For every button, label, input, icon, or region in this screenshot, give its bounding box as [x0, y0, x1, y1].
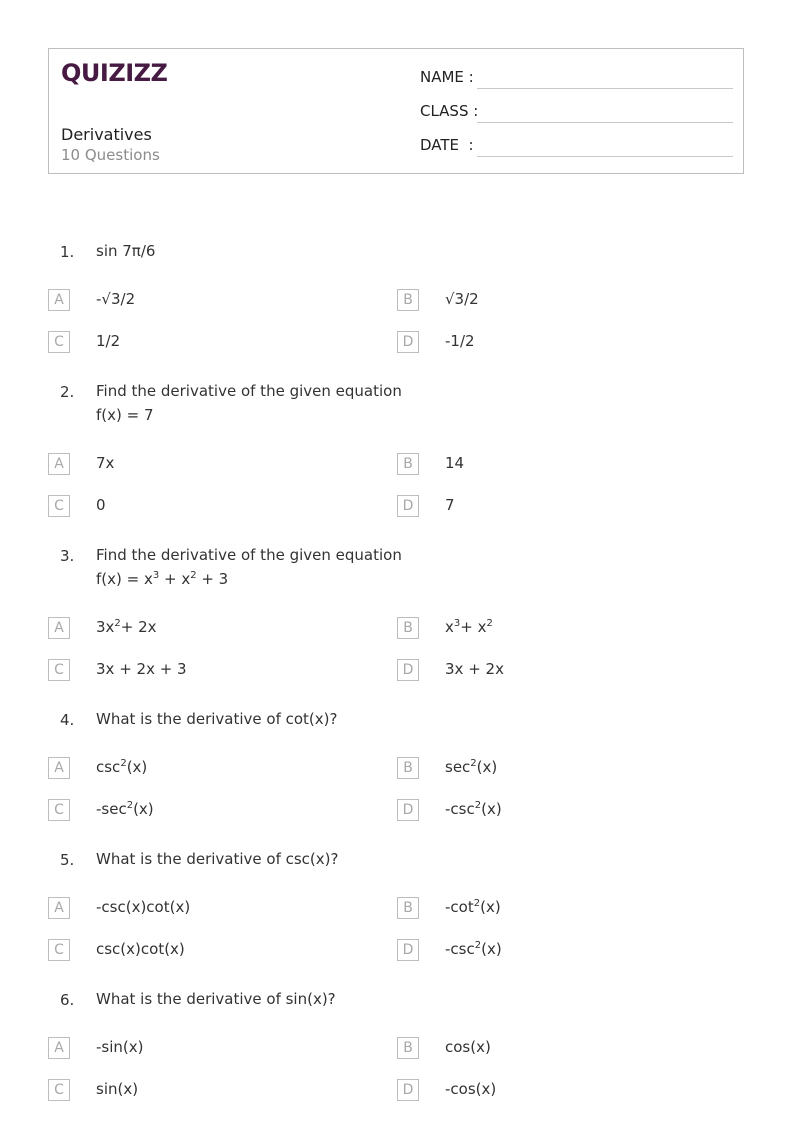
name-field[interactable] [420, 68, 733, 92]
name-label: NAME : [420, 68, 474, 86]
class-label: CLASS : [420, 102, 479, 120]
question-line: $f(x) = x^3 + x^2 + 3$ [96, 570, 229, 588]
date-field[interactable] [420, 136, 733, 160]
option-letter-box[interactable]: B [397, 453, 419, 475]
class-line[interactable] [477, 122, 733, 123]
option-text: 3x + 2x + 3 [96, 660, 187, 678]
option-text: 7x [96, 454, 115, 472]
option-letter-box[interactable]: C [48, 495, 70, 517]
question-count: 10 Questions [61, 146, 160, 164]
question-number: 5. [60, 851, 75, 869]
option-letter-box[interactable]: B [397, 289, 419, 311]
option-text: $-\csc^2(x)$ [445, 800, 502, 818]
date-label: DATE : [420, 136, 474, 154]
option-text: 3x + 2x [445, 660, 504, 678]
option-text: 1/2 [96, 332, 121, 350]
option-text: -1/2 [445, 332, 475, 350]
option-letter-box[interactable]: B [397, 1037, 419, 1059]
option-letter-box[interactable]: B [397, 757, 419, 779]
name-line[interactable] [477, 88, 733, 89]
question-number: 6. [60, 991, 75, 1009]
question-text [96, 543, 402, 591]
question-line: What is the derivative of sin(x)? [96, 990, 336, 1008]
question-number: 4. [60, 711, 75, 729]
date-line[interactable] [477, 156, 733, 157]
question-number: 1. [60, 243, 75, 261]
option-letter-box[interactable]: C [48, 659, 70, 681]
option-letter-box[interactable]: D [397, 939, 419, 961]
option-text: 7 [445, 496, 455, 514]
option-letter-box[interactable]: C [48, 331, 70, 353]
option-text: 0 [96, 496, 106, 514]
question-number: 3. [60, 547, 75, 565]
option-letter-box[interactable]: D [397, 495, 419, 517]
option-text: $\csc^2(x)$ [96, 758, 148, 776]
option-text: $-\csc^2(x)$ [445, 940, 502, 958]
question-text [96, 847, 338, 871]
question-line: What is the derivative of csc(x)? [96, 850, 339, 868]
option-text: $3x^2+ 2x$ [96, 618, 157, 636]
question-line: Find the derivative of the given equation [96, 382, 402, 400]
option-letter-box[interactable]: A [48, 453, 70, 475]
question-line: Find the derivative of the given equation [96, 546, 402, 564]
option-letter-box[interactable]: A [48, 757, 70, 779]
question-number: 2. [60, 383, 75, 401]
quizizz-logo: QUIZIZZ [61, 59, 168, 87]
option-text: -sin(x) [96, 1038, 144, 1056]
option-letter-box[interactable]: B [397, 617, 419, 639]
question-text [96, 707, 337, 731]
question-text [96, 987, 336, 1011]
question-line: sin 7π/6 [96, 242, 156, 260]
option-text: -csc(x)cot(x) [96, 898, 191, 916]
option-text: $-\sec^2(x)$ [96, 800, 154, 818]
option-text: $x^3+ x^2$ [445, 618, 493, 636]
option-text: 14 [445, 454, 465, 472]
question-line: f(x) = 7 [96, 406, 154, 424]
option-letter-box[interactable]: D [397, 659, 419, 681]
option-text: cos(x) [445, 1038, 491, 1056]
option-text: sin(x) [96, 1080, 139, 1098]
option-letter-box[interactable]: C [48, 1079, 70, 1101]
option-letter-box[interactable]: D [397, 1079, 419, 1101]
question-line: What is the derivative of cot(x)? [96, 710, 338, 728]
question-text [96, 239, 155, 263]
option-letter-box[interactable]: D [397, 331, 419, 353]
option-letter-box[interactable]: A [48, 289, 70, 311]
worksheet-title: Derivatives [61, 125, 152, 144]
option-text: -√3/2 [96, 290, 136, 308]
option-text: $\sec^2(x)$ [445, 758, 498, 776]
class-field[interactable] [420, 102, 733, 126]
question-text [96, 379, 402, 427]
option-text: √3/2 [445, 290, 479, 308]
option-text: $-\cot^2(x)$ [445, 898, 501, 916]
option-letter-box[interactable]: C [48, 799, 70, 821]
option-text: csc(x)cot(x) [96, 940, 185, 958]
option-letter-box[interactable]: A [48, 897, 70, 919]
option-letter-box[interactable]: C [48, 939, 70, 961]
worksheet-header [48, 48, 744, 174]
option-text: -cos(x) [445, 1080, 497, 1098]
option-letter-box[interactable]: D [397, 799, 419, 821]
option-letter-box[interactable]: B [397, 897, 419, 919]
option-letter-box[interactable]: A [48, 617, 70, 639]
option-letter-box[interactable]: A [48, 1037, 70, 1059]
